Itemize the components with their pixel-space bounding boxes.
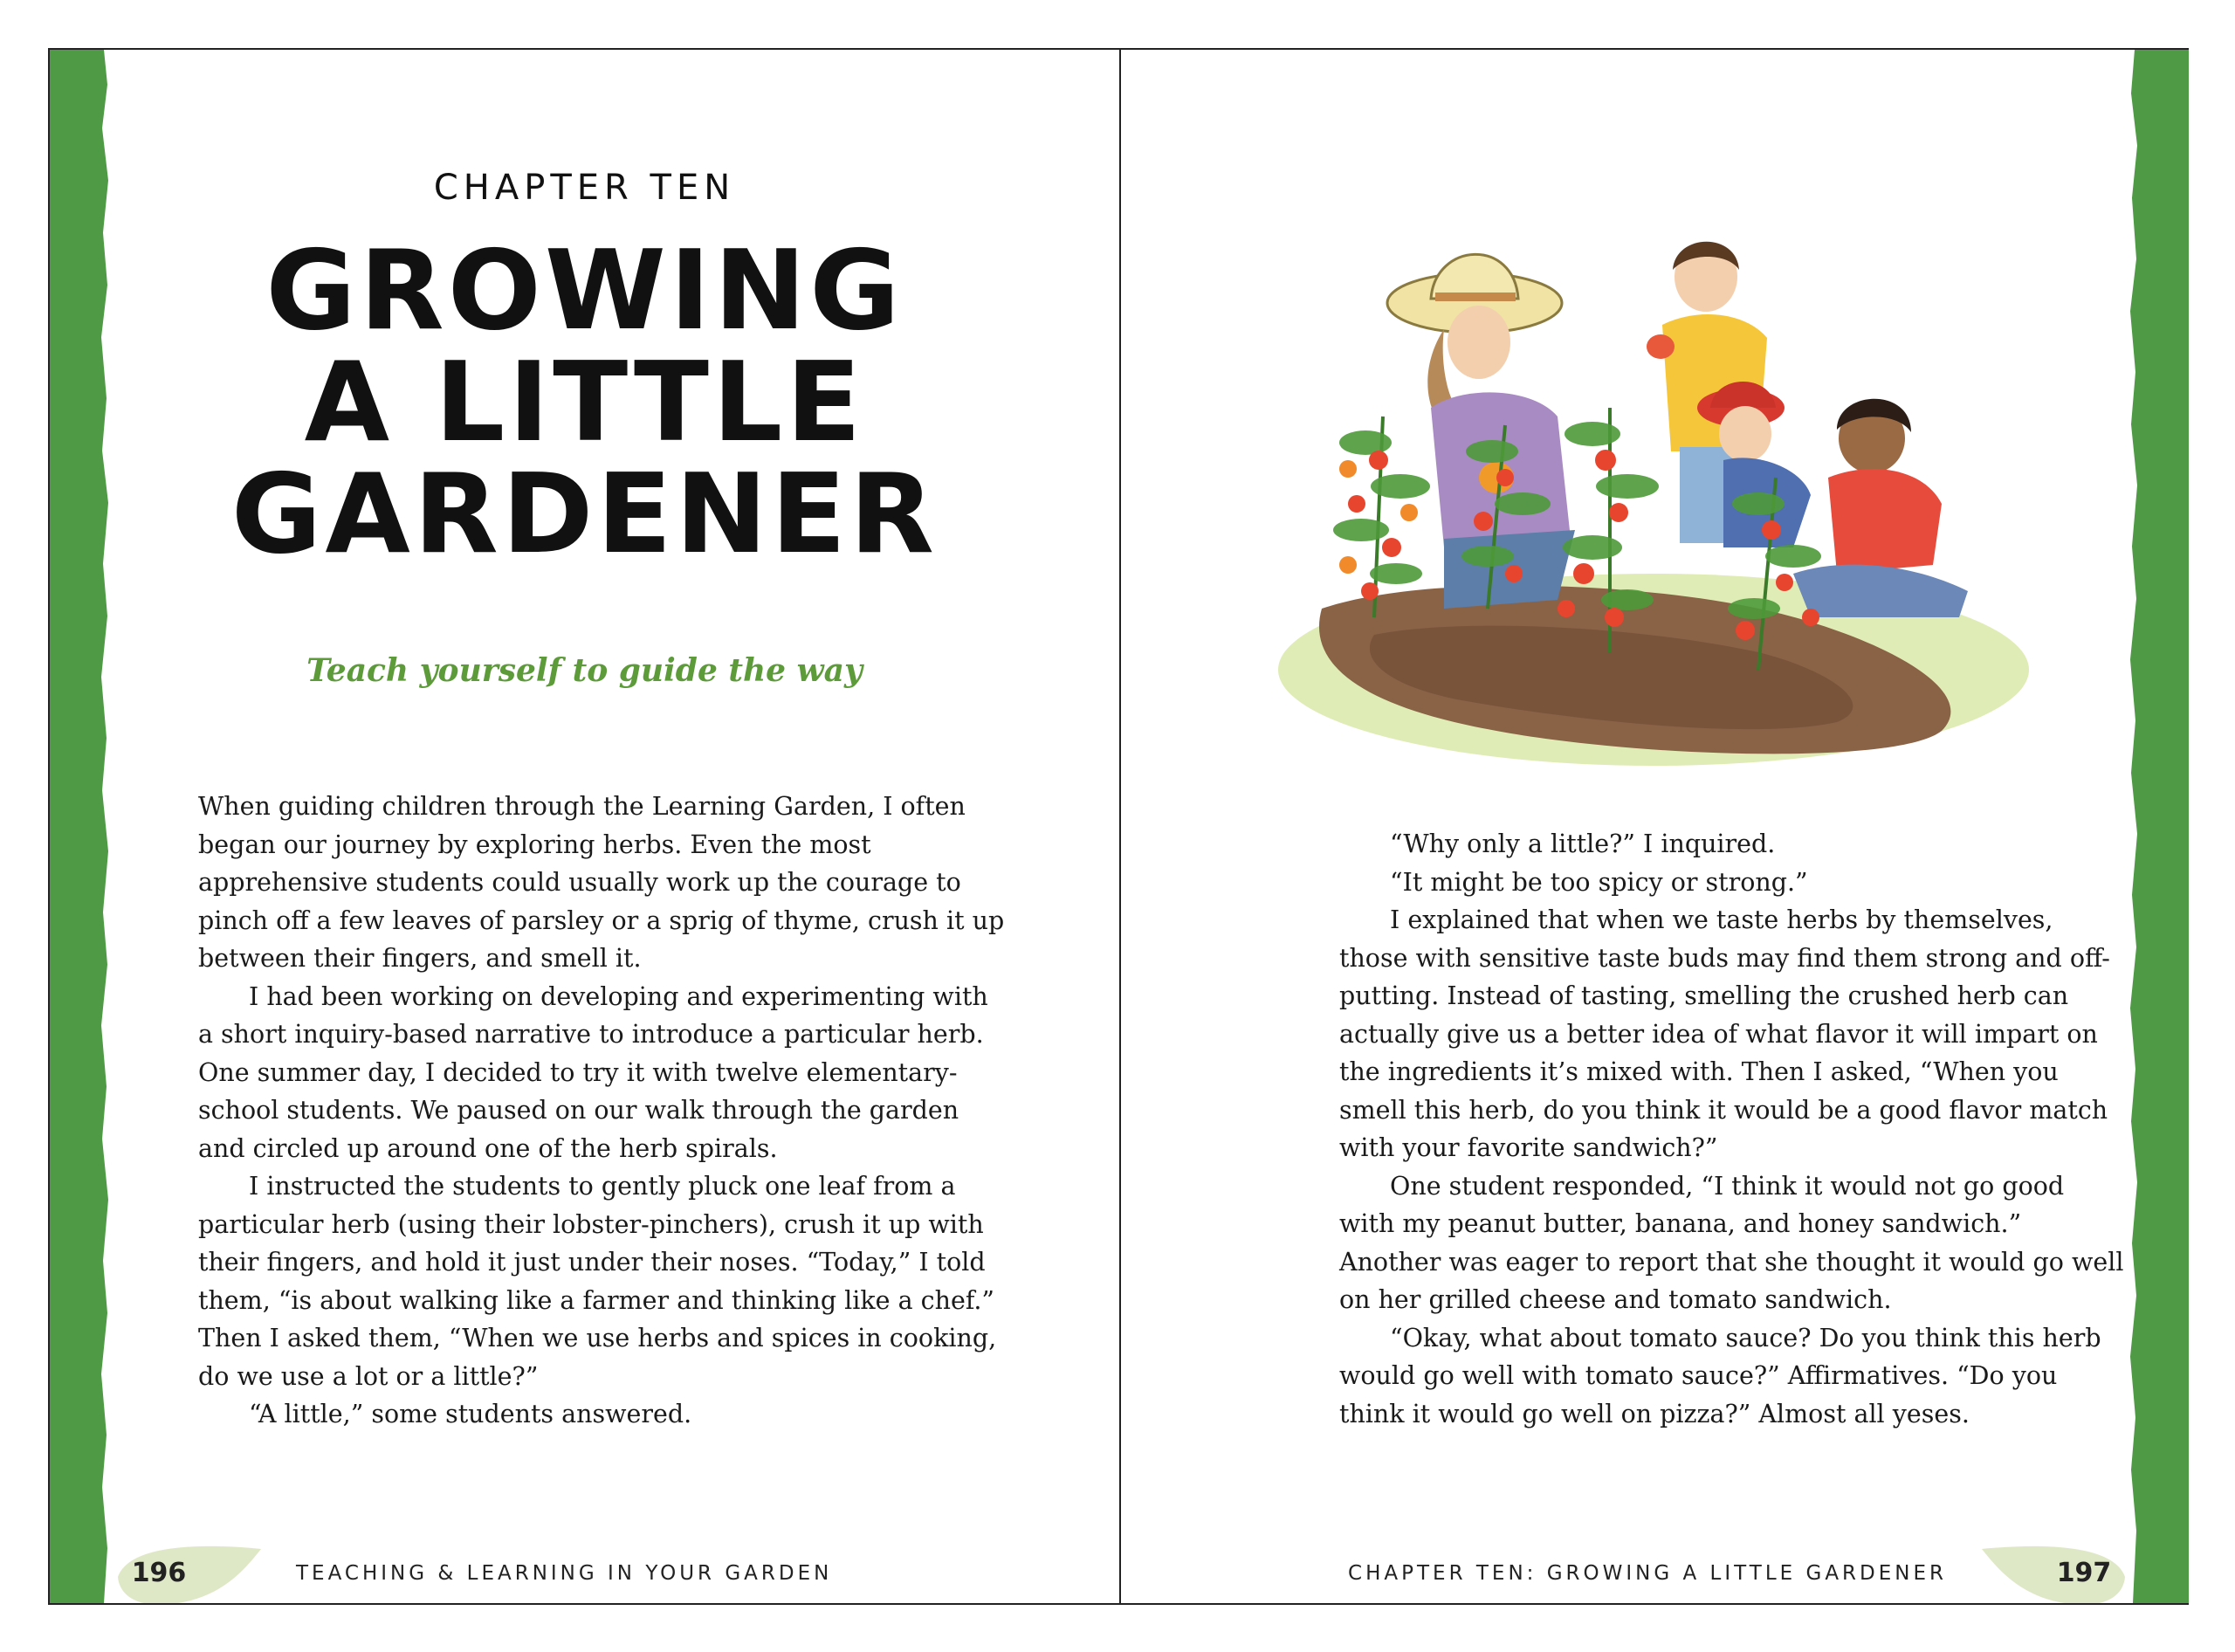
boy-sitting — [1793, 399, 1968, 617]
folio-badge — [1975, 1538, 2132, 1603]
chapter-label: CHAPTER TEN — [433, 168, 736, 208]
paragraph: “A little,” some students answered. — [249, 1400, 692, 1428]
paragraph: “Why only a little?” I inquired. — [1390, 829, 1776, 858]
paragraph: One student responded, “I think it would not go good with my peanut butter, banana, and honey sandwich.” Another was eager to report that she thought it would go well on her grilled cheese and tomato sandwich. — [1339, 1171, 2124, 1314]
right-footer — [1259, 1534, 2132, 1603]
page-number: 197 — [2056, 1558, 2112, 1588]
right-green-edge — [2128, 50, 2189, 1603]
left-body-text — [198, 788, 1010, 1434]
right-body-text — [1339, 825, 2125, 1433]
chapter-title-line: A LITTLE — [304, 338, 865, 466]
running-head: CHAPTER TEN: GROWING A LITTLE GARDENER — [1348, 1562, 1947, 1585]
chapter-title — [50, 226, 1119, 578]
left-footer — [111, 1534, 984, 1603]
paragraph: I explained that when we taste herbs by themselves, those with sensitive taste buds may find them strong and off-putting. Instead of tasting, smelling the crushed herb can actually give us a better idea of what flavor it will impart on the ingredients it’s mixed with. Then I asked, “When you smell this herb, do you think it would be a good flavor match with your favorite sandwich?” — [1339, 905, 2110, 1162]
folio-badge — [111, 1538, 268, 1603]
garden-illustration — [1269, 198, 2038, 792]
paragraph: When guiding children through the Learning Garden, I often began our journey by exploring herbs. Even the most apprehensive students could usually work up the courage to pinch off a few leaves of parsley or a sprig of thyme, crush it up between their fingers, and smell it. — [198, 792, 1005, 973]
right-page — [1121, 50, 2189, 1603]
chapter-subtitle: Teach yourself to guide the way — [306, 652, 863, 689]
book-spread — [48, 48, 2189, 1605]
running-head: TEACHING & LEARNING IN YOUR GARDEN — [296, 1562, 833, 1585]
paragraph: I had been working on developing and experimenting with a short inquiry-based narrative to introduce a particular herb. One summer day, I decided to try it with twelve elementary-school students. We paused on our walk through the garden and circled up around one of the herb spirals. — [198, 981, 988, 1163]
chapter-title-line: GROWING — [265, 226, 904, 354]
chapter-title-line: GARDENER — [230, 450, 939, 578]
page-number: 196 — [131, 1558, 187, 1588]
paragraph: “Okay, what about tomato sauce? Do you think this herb would go well with tomato sauce?” Affirmatives. “Do you think it would go well on pizza?” Almost all yeses. — [1339, 1323, 2101, 1428]
left-page — [50, 50, 1119, 1603]
paragraph: I instructed the students to gently pluck one leaf from a particular herb (using their lobster-pinchers), crush it up with their fingers, and hold it just under their noses. “Today,” I told them, “is about walking like a farmer and thinking like a chef.” Then I asked them, “When we use herbs and spices in cooking, do we use a lot or a little?” — [198, 1172, 997, 1391]
paragraph: “It might be too spicy or strong.” — [1390, 867, 1808, 897]
